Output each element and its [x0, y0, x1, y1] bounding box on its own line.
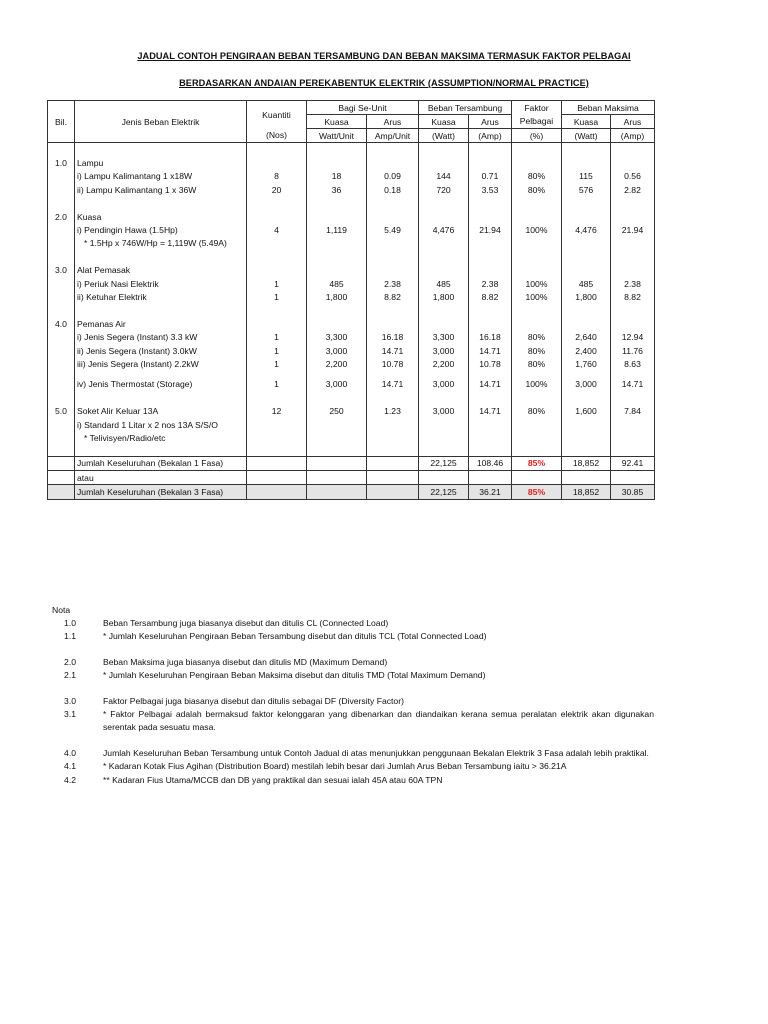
- note-text: Jumlah Keseluruhan Beban Tersambung untuk Contoh Jadual di atas menunjukkan penggunaan Bekalan Elektrik 3 Fasa adalah lebih praktikal.: [103, 747, 649, 758]
- item-watt-unit: 18: [307, 170, 367, 183]
- section-number: 3.0: [48, 264, 75, 277]
- item-cl-amp: 0.71: [469, 170, 512, 183]
- item-df: 100%: [512, 277, 562, 290]
- section-row: [48, 404, 655, 417]
- atau-row: [48, 470, 655, 484]
- total-row-3-fasa: [48, 485, 655, 499]
- item-md-amp: 0.56: [611, 170, 655, 183]
- header-nos: (Nos): [247, 129, 307, 143]
- table-header: [48, 101, 655, 143]
- table-row: [48, 378, 655, 391]
- header-kuasa: Kuasa: [419, 115, 469, 129]
- note-item: [52, 774, 654, 787]
- note-text: Beban Tersambung juga biasanya disebut dan ditulis CL (Connected Load): [103, 618, 389, 628]
- item-amp-unit: 14.71: [367, 344, 419, 357]
- section-name: Pemanas Air: [75, 317, 247, 330]
- item-df: 80%: [512, 404, 562, 417]
- note-item: [52, 695, 654, 708]
- section-name: Lampu: [75, 156, 247, 169]
- item-qty: 1: [247, 378, 307, 391]
- item-cl-amp: 14.71: [469, 378, 512, 391]
- total-cl-watt: 22,125: [419, 456, 469, 470]
- item-md-watt: 1,600: [562, 404, 611, 417]
- item-md-amp: 21.94: [611, 223, 655, 236]
- item-md-amp: 8.82: [611, 290, 655, 303]
- item-watt-unit: 3,000: [307, 344, 367, 357]
- table-row: [48, 223, 655, 236]
- table-row: [48, 418, 655, 431]
- note-item: [52, 630, 654, 643]
- item-amp-unit: 5.49: [367, 223, 419, 236]
- item-df: 80%: [512, 344, 562, 357]
- total-cl-amp: 36.21: [469, 485, 512, 499]
- load-calculation-table: [47, 100, 655, 500]
- note-text: Faktor Pelbagai juga biasanya disebut dan ditulis sebagai DF (Diversity Factor): [103, 695, 404, 706]
- section-row: [48, 317, 655, 330]
- item-qty: 20: [247, 183, 307, 196]
- note-text: Beban Maksima juga biasanya disebut dan ditulis MD (Maximum Demand): [103, 656, 388, 667]
- table-row: [48, 290, 655, 303]
- note-number: 2.1: [64, 670, 76, 681]
- item-cl-watt: 720: [419, 183, 469, 196]
- item-qty: 1: [247, 344, 307, 357]
- item-cl-amp: 14.71: [469, 404, 512, 417]
- section-name: Soket Alir Keluar 13A: [75, 404, 247, 417]
- item-amp-unit: 0.18: [367, 183, 419, 196]
- table-row: [48, 183, 655, 196]
- item-df: 100%: [512, 223, 562, 236]
- total-md-watt: 18,852: [562, 456, 611, 470]
- item-cl-amp: 14.71: [469, 344, 512, 357]
- header-faktor: Faktor: [512, 101, 562, 115]
- section-number: 5.0: [48, 404, 75, 417]
- item-cl-watt: 4,476: [419, 223, 469, 236]
- item-amp-unit: 14.71: [367, 378, 419, 391]
- item-md-watt: 2,400: [562, 344, 611, 357]
- section-row: [48, 156, 655, 169]
- note-number: 4.1: [64, 761, 76, 772]
- item-qty: 1: [247, 357, 307, 370]
- total-row-1-fasa: [48, 456, 655, 470]
- total-df: 85%: [512, 456, 562, 470]
- total-md-watt: 18,852: [562, 485, 611, 499]
- total-label: Jumlah Keseluruhan (Bekalan 1 Fasa): [75, 456, 247, 470]
- item-watt-unit: 1,119: [307, 223, 367, 236]
- item-md-watt: 115: [562, 170, 611, 183]
- header-bagi-se-unit: Bagi Se-Unit: [307, 101, 419, 115]
- section-number: 1.0: [48, 156, 75, 169]
- note-number: 3.1: [64, 709, 76, 720]
- item-cl-amp: 8.82: [469, 290, 512, 303]
- header-arus: Arus: [611, 115, 655, 129]
- section-number: 4.0: [48, 317, 75, 330]
- header-watt: (Watt): [419, 129, 469, 143]
- table-row: [48, 344, 655, 357]
- item-df: 100%: [512, 290, 562, 303]
- note-number: 1.0: [64, 618, 76, 628]
- item-md-watt: 1,760: [562, 357, 611, 370]
- item-cl-amp: 21.94: [469, 223, 512, 236]
- total-cl-amp: 108.46: [469, 456, 512, 470]
- note-text: * Faktor Pelbagai adalah bermaksud faktor kelonggaran yang dibenarkan dan diandaikan kerana semua peralatan elektrik akan digunakan serentak pada sesuatu masa.: [103, 709, 654, 733]
- item-md-amp: 14.71: [611, 378, 655, 391]
- item-qty: 1: [247, 290, 307, 303]
- item-qty: 1: [247, 277, 307, 290]
- item-amp-unit: 8.82: [367, 290, 419, 303]
- note-number: 2.0: [64, 656, 76, 667]
- item-qty: 1: [247, 330, 307, 343]
- note-text: * Kadaran Kotak Fius Agihan (Distribution Board) mestilah lebih besar dari Jumlah Arus Beban Tersambung iaitu > 36.21A: [103, 761, 567, 772]
- item-md-amp: 11.76: [611, 344, 655, 357]
- note-number: 4.2: [64, 774, 76, 785]
- section-row: [48, 210, 655, 223]
- header-beban-tersambung: Beban Tersambung: [419, 101, 512, 115]
- header-amp: (Amp): [469, 129, 512, 143]
- item-note: * 1.5Hp x 746W/Hp = 1,119W (5.49A): [75, 237, 247, 250]
- item-cl-watt: 485: [419, 277, 469, 290]
- item-amp-unit: 2.38: [367, 277, 419, 290]
- item-qty: 8: [247, 170, 307, 183]
- item-desc: i) Standard 1 Litar x 2 nos 13A S/S/O: [75, 418, 247, 431]
- header-jenis: Jenis Beban Elektrik: [75, 101, 247, 143]
- item-md-watt: 485: [562, 277, 611, 290]
- item-cl-watt: 3,300: [419, 330, 469, 343]
- item-md-amp: 12.94: [611, 330, 655, 343]
- item-desc: i) Jenis Segera (Instant) 3.3 kW: [75, 330, 247, 343]
- item-note: * Telivisyen/Radio/etc: [75, 431, 247, 444]
- table-row: [48, 170, 655, 183]
- item-md-watt: 1,800: [562, 290, 611, 303]
- item-amp-unit: 1.23: [367, 404, 419, 417]
- item-md-watt: 576: [562, 183, 611, 196]
- item-cl-watt: 1,800: [419, 290, 469, 303]
- item-cl-amp: 3.53: [469, 183, 512, 196]
- item-md-amp: 7.84: [611, 404, 655, 417]
- item-df: 80%: [512, 357, 562, 370]
- item-md-amp: 2.38: [611, 277, 655, 290]
- item-desc: iv) Jenis Thermostat (Storage): [75, 378, 247, 391]
- note-item: [52, 669, 654, 682]
- table-row: [48, 431, 655, 444]
- note-text: ** Kadaran Fius Utama/MCCB dan DB yang praktikal dan sesuai ialah 45A atau 60A TPN: [103, 774, 443, 785]
- note-item: [52, 760, 654, 773]
- item-md-watt: 4,476: [562, 223, 611, 236]
- item-watt-unit: 485: [307, 277, 367, 290]
- header-arus: Arus: [469, 115, 512, 129]
- page-title: JADUAL CONTOH PENGIRAAN BEBAN TERSAMBUNG DAN BEBAN MAKSIMA TERMASUK FAKTOR PELBAGAI: [137, 51, 631, 61]
- note-item: [52, 747, 654, 760]
- atau-label: atau: [75, 470, 247, 484]
- total-md-amp: 92.41: [611, 456, 655, 470]
- header-watt-unit: Watt/Unit: [307, 129, 367, 143]
- header-amp: (Amp): [611, 129, 655, 143]
- item-md-amp: 2.82: [611, 183, 655, 196]
- item-amp-unit: 0.09: [367, 170, 419, 183]
- item-cl-watt: 144: [419, 170, 469, 183]
- item-qty: 12: [247, 404, 307, 417]
- item-cl-watt: 3,000: [419, 378, 469, 391]
- item-watt-unit: 250: [307, 404, 367, 417]
- header-kuantiti: Kuantiti: [247, 101, 307, 129]
- item-desc: iii) Jenis Segera (Instant) 2.2kW: [75, 357, 247, 370]
- item-df: 100%: [512, 378, 562, 391]
- page-subtitle: BERDASARKAN ANDAIAN PEREKABENTUK ELEKTRIK (ASSUMPTION/NORMAL PRACTICE): [179, 78, 589, 88]
- note-text: * Jumlah Keseluruhan Pengiraan Beban Maksima disebut dan ditulis TMD (Total Maximum Demand): [103, 670, 486, 681]
- total-cl-watt: 22,125: [419, 485, 469, 499]
- header-arus: Arus: [367, 115, 419, 129]
- table-row: [48, 277, 655, 290]
- item-watt-unit: 3,300: [307, 330, 367, 343]
- section-name: Kuasa: [75, 210, 247, 223]
- note-number: 1.1: [64, 631, 76, 642]
- item-md-amp: 8.63: [611, 357, 655, 370]
- header-watt: (Watt): [562, 129, 611, 143]
- item-desc: i) Pendingin Hawa (1.5Hp): [75, 223, 247, 236]
- item-cl-amp: 2.38: [469, 277, 512, 290]
- notes-heading: Nota: [52, 605, 71, 615]
- header-bil: Bil.: [48, 101, 75, 143]
- item-watt-unit: 2,200: [307, 357, 367, 370]
- section-name: Alat Pemasak: [75, 264, 247, 277]
- item-desc: ii) Lampu Kalimantang 1 x 36W: [75, 183, 247, 196]
- item-cl-amp: 16.18: [469, 330, 512, 343]
- notes-section: [52, 603, 654, 787]
- item-df: 80%: [512, 330, 562, 343]
- table-row: [48, 330, 655, 343]
- total-md-amp: 30.85: [611, 485, 655, 499]
- total-label: Jumlah Keseluruhan (Bekalan 3 Fasa): [75, 485, 247, 499]
- section-number: 2.0: [48, 210, 75, 223]
- item-df: 80%: [512, 170, 562, 183]
- item-desc: i) Lampu Kalimantang 1 x18W: [75, 170, 247, 183]
- section-row: [48, 264, 655, 277]
- header-kuasa: Kuasa: [307, 115, 367, 129]
- note-item: [52, 617, 654, 630]
- item-cl-watt: 3,000: [419, 404, 469, 417]
- item-amp-unit: 16.18: [367, 330, 419, 343]
- item-cl-watt: 3,000: [419, 344, 469, 357]
- item-watt-unit: 1,800: [307, 290, 367, 303]
- note-item: [52, 656, 654, 669]
- item-qty: 4: [247, 223, 307, 236]
- item-cl-amp: 10.78: [469, 357, 512, 370]
- item-md-watt: 3,000: [562, 378, 611, 391]
- item-desc: i) Periuk Nasi Elektrik: [75, 277, 247, 290]
- item-watt-unit: 36: [307, 183, 367, 196]
- table-row: [48, 357, 655, 370]
- header-pelbagai: Pelbagai: [512, 115, 562, 129]
- total-df: 85%: [512, 485, 562, 499]
- note-number: 3.0: [64, 695, 76, 706]
- note-number: 4.0: [64, 747, 76, 758]
- item-amp-unit: 10.78: [367, 357, 419, 370]
- header-kuasa: Kuasa: [562, 115, 611, 129]
- item-desc: ii) Ketuhar Elektrik: [75, 290, 247, 303]
- note-text: * Jumlah Keseluruhan Pengiraan Beban Tersambung disebut dan ditulis TCL (Total Connected Load): [103, 631, 487, 642]
- header-amp-unit: Amp/Unit: [367, 129, 419, 143]
- item-desc: ii) Jenis Segera (Instant) 3.0kW: [75, 344, 247, 357]
- header-pct: (%): [512, 129, 562, 143]
- item-watt-unit: 3,000: [307, 378, 367, 391]
- header-beban-maksima: Beban Maksima: [562, 101, 655, 115]
- item-df: 80%: [512, 183, 562, 196]
- note-item: [52, 708, 654, 735]
- table-row: [48, 237, 655, 250]
- item-cl-watt: 2,200: [419, 357, 469, 370]
- item-md-watt: 2,640: [562, 330, 611, 343]
